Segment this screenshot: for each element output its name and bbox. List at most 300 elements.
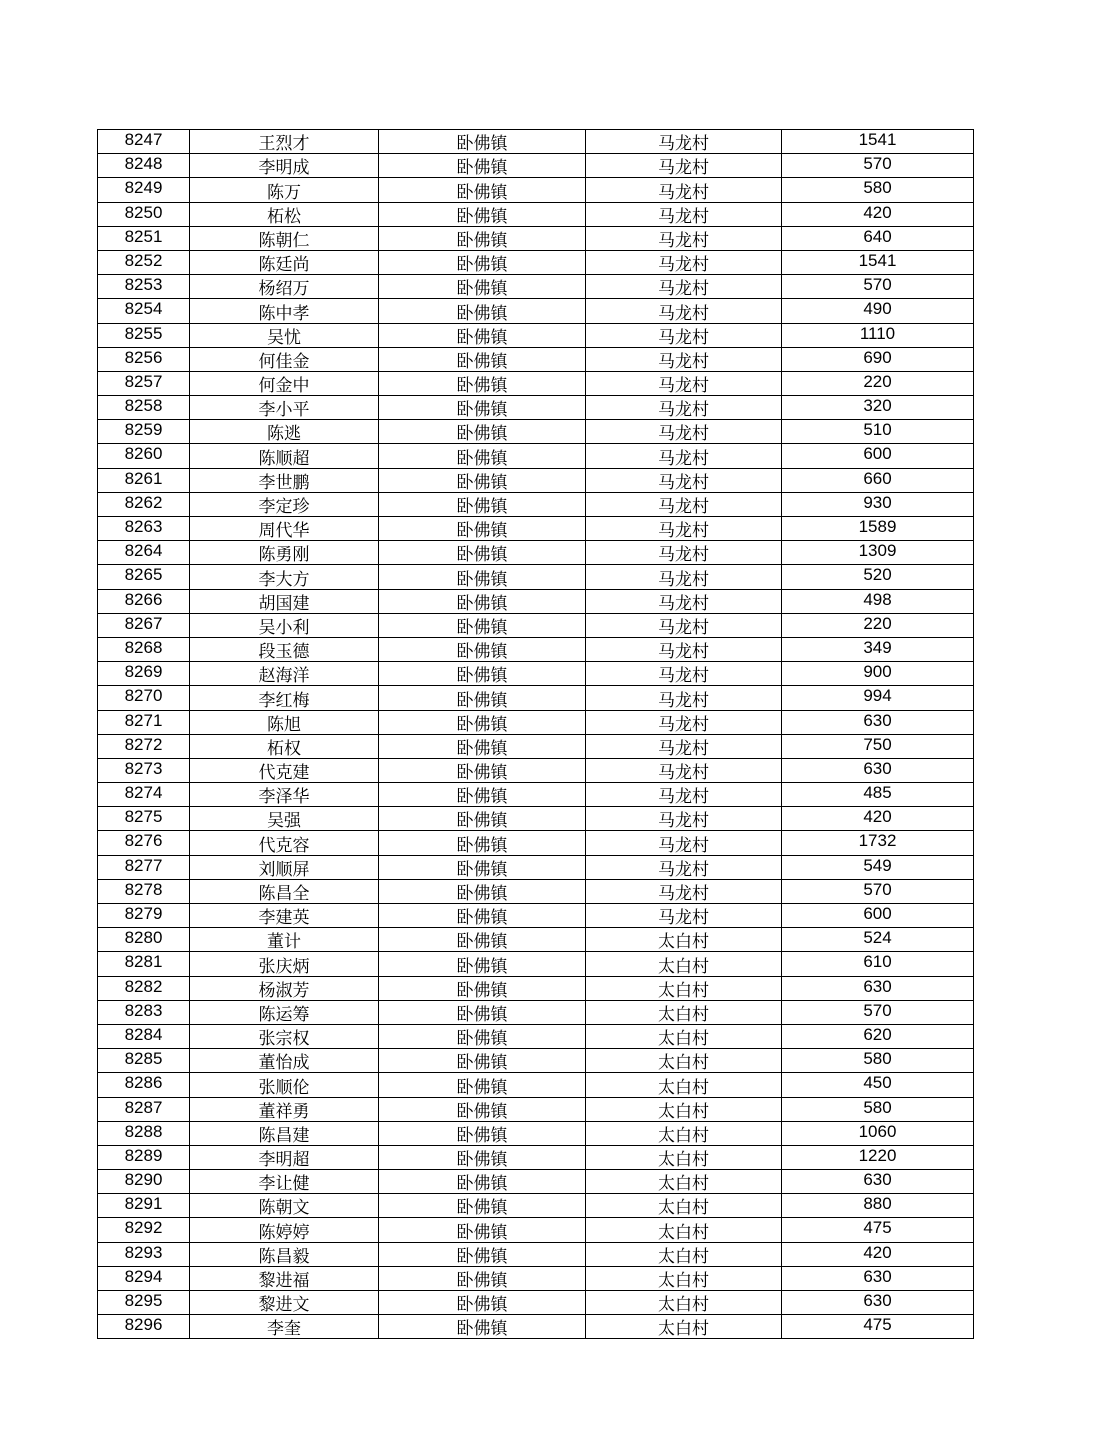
village-cell: 马龙村 — [586, 637, 782, 661]
id-cell: 8272 — [98, 734, 190, 758]
amount-cell: 1060 — [782, 1121, 974, 1145]
name-cell: 柘权 — [190, 734, 379, 758]
village-cell: 马龙村 — [586, 662, 782, 686]
table-row — [98, 250, 974, 274]
amount-cell: 750 — [782, 734, 974, 758]
amount-cell: 994 — [782, 686, 974, 710]
roster-table-body — [98, 130, 974, 1339]
name-cell: 陈昌毅 — [190, 1242, 379, 1266]
name-cell: 段玉德 — [190, 637, 379, 661]
amount-cell: 220 — [782, 371, 974, 395]
id-cell: 8258 — [98, 396, 190, 420]
amount-cell: 1110 — [782, 323, 974, 347]
name-cell: 陈昌全 — [190, 879, 379, 903]
name-cell: 陈婷婷 — [190, 1218, 379, 1242]
town-cell: 卧佛镇 — [379, 1000, 586, 1024]
amount-cell: 1589 — [782, 517, 974, 541]
id-cell: 8261 — [98, 468, 190, 492]
name-cell: 黎进文 — [190, 1291, 379, 1315]
table-row — [98, 565, 974, 589]
town-cell: 卧佛镇 — [379, 758, 586, 782]
name-cell: 李泽华 — [190, 783, 379, 807]
amount-cell: 620 — [782, 1024, 974, 1048]
town-cell: 卧佛镇 — [379, 1242, 586, 1266]
id-cell: 8291 — [98, 1194, 190, 1218]
table-row — [98, 396, 974, 420]
table-row — [98, 1049, 974, 1073]
village-cell: 太白村 — [586, 976, 782, 1000]
town-cell: 卧佛镇 — [379, 250, 586, 274]
name-cell: 代克建 — [190, 758, 379, 782]
table-row — [98, 637, 974, 661]
id-cell: 8267 — [98, 613, 190, 637]
village-cell: 马龙村 — [586, 323, 782, 347]
amount-cell: 549 — [782, 855, 974, 879]
id-cell: 8285 — [98, 1049, 190, 1073]
town-cell: 卧佛镇 — [379, 879, 586, 903]
village-cell: 太白村 — [586, 1242, 782, 1266]
town-cell: 卧佛镇 — [379, 154, 586, 178]
name-cell: 陈廷尚 — [190, 250, 379, 274]
table-row — [98, 1194, 974, 1218]
name-cell: 陈万 — [190, 178, 379, 202]
town-cell: 卧佛镇 — [379, 783, 586, 807]
town-cell: 卧佛镇 — [379, 589, 586, 613]
town-cell: 卧佛镇 — [379, 613, 586, 637]
town-cell: 卧佛镇 — [379, 275, 586, 299]
id-cell: 8268 — [98, 637, 190, 661]
town-cell: 卧佛镇 — [379, 517, 586, 541]
town-cell: 卧佛镇 — [379, 1194, 586, 1218]
table-row — [98, 1097, 974, 1121]
town-cell: 卧佛镇 — [379, 952, 586, 976]
amount-cell: 498 — [782, 589, 974, 613]
village-cell: 太白村 — [586, 1024, 782, 1048]
table-row — [98, 347, 974, 371]
amount-cell: 490 — [782, 299, 974, 323]
table-row — [98, 202, 974, 226]
id-cell: 8284 — [98, 1024, 190, 1048]
table-row — [98, 178, 974, 202]
village-cell: 马龙村 — [586, 783, 782, 807]
id-cell: 8289 — [98, 1145, 190, 1169]
amount-cell: 900 — [782, 662, 974, 686]
name-cell: 李小平 — [190, 396, 379, 420]
table-row — [98, 976, 974, 1000]
village-cell: 马龙村 — [586, 468, 782, 492]
table-row — [98, 783, 974, 807]
name-cell: 周代华 — [190, 517, 379, 541]
village-cell: 马龙村 — [586, 371, 782, 395]
town-cell: 卧佛镇 — [379, 710, 586, 734]
name-cell: 李明成 — [190, 154, 379, 178]
name-cell: 张庆炳 — [190, 952, 379, 976]
village-cell: 太白村 — [586, 1097, 782, 1121]
table-row — [98, 154, 974, 178]
town-cell: 卧佛镇 — [379, 468, 586, 492]
town-cell: 卧佛镇 — [379, 1121, 586, 1145]
village-cell: 马龙村 — [586, 275, 782, 299]
town-cell: 卧佛镇 — [379, 904, 586, 928]
amount-cell: 420 — [782, 202, 974, 226]
name-cell: 陈朝仁 — [190, 226, 379, 250]
id-cell: 8254 — [98, 299, 190, 323]
amount-cell: 580 — [782, 178, 974, 202]
table-row — [98, 275, 974, 299]
town-cell: 卧佛镇 — [379, 565, 586, 589]
id-cell: 8249 — [98, 178, 190, 202]
town-cell: 卧佛镇 — [379, 178, 586, 202]
amount-cell: 1309 — [782, 541, 974, 565]
name-cell: 陈昌建 — [190, 1121, 379, 1145]
village-cell: 马龙村 — [586, 420, 782, 444]
table-row — [98, 589, 974, 613]
town-cell: 卧佛镇 — [379, 928, 586, 952]
village-cell: 太白村 — [586, 1000, 782, 1024]
id-cell: 8279 — [98, 904, 190, 928]
town-cell: 卧佛镇 — [379, 226, 586, 250]
id-cell: 8287 — [98, 1097, 190, 1121]
table-row — [98, 1266, 974, 1290]
village-cell: 太白村 — [586, 1145, 782, 1169]
table-row — [98, 1315, 974, 1339]
village-cell: 马龙村 — [586, 613, 782, 637]
table-row — [98, 855, 974, 879]
town-cell: 卧佛镇 — [379, 347, 586, 371]
amount-cell: 475 — [782, 1315, 974, 1339]
id-cell: 8295 — [98, 1291, 190, 1315]
table-row — [98, 613, 974, 637]
town-cell: 卧佛镇 — [379, 637, 586, 661]
id-cell: 8271 — [98, 710, 190, 734]
id-cell: 8294 — [98, 1266, 190, 1290]
table-row — [98, 879, 974, 903]
village-cell: 太白村 — [586, 952, 782, 976]
id-cell: 8251 — [98, 226, 190, 250]
id-cell: 8253 — [98, 275, 190, 299]
village-cell: 马龙村 — [586, 517, 782, 541]
village-cell: 太白村 — [586, 1291, 782, 1315]
table-row — [98, 492, 974, 516]
name-cell: 吴忧 — [190, 323, 379, 347]
name-cell: 李定珍 — [190, 492, 379, 516]
table-row — [98, 323, 974, 347]
village-cell: 马龙村 — [586, 855, 782, 879]
name-cell: 李世鹏 — [190, 468, 379, 492]
table-row — [98, 1170, 974, 1194]
village-cell: 马龙村 — [586, 831, 782, 855]
amount-cell: 610 — [782, 952, 974, 976]
table-row — [98, 444, 974, 468]
id-cell: 8260 — [98, 444, 190, 468]
id-cell: 8252 — [98, 250, 190, 274]
name-cell: 王烈才 — [190, 130, 379, 154]
amount-cell: 630 — [782, 976, 974, 1000]
id-cell: 8296 — [98, 1315, 190, 1339]
name-cell: 胡国建 — [190, 589, 379, 613]
village-cell: 太白村 — [586, 1218, 782, 1242]
town-cell: 卧佛镇 — [379, 1218, 586, 1242]
amount-cell: 600 — [782, 444, 974, 468]
id-cell: 8276 — [98, 831, 190, 855]
village-cell: 马龙村 — [586, 250, 782, 274]
table-row — [98, 686, 974, 710]
id-cell: 8250 — [98, 202, 190, 226]
town-cell: 卧佛镇 — [379, 444, 586, 468]
amount-cell: 580 — [782, 1049, 974, 1073]
table-row — [98, 952, 974, 976]
id-cell: 8255 — [98, 323, 190, 347]
id-cell: 8248 — [98, 154, 190, 178]
amount-cell: 630 — [782, 1291, 974, 1315]
village-cell: 马龙村 — [586, 710, 782, 734]
id-cell: 8270 — [98, 686, 190, 710]
id-cell: 8274 — [98, 783, 190, 807]
id-cell: 8286 — [98, 1073, 190, 1097]
name-cell: 董祥勇 — [190, 1097, 379, 1121]
town-cell: 卧佛镇 — [379, 1315, 586, 1339]
amount-cell: 880 — [782, 1194, 974, 1218]
table-row — [98, 1073, 974, 1097]
table-row — [98, 226, 974, 250]
name-cell: 董怡成 — [190, 1049, 379, 1073]
town-cell: 卧佛镇 — [379, 371, 586, 395]
name-cell: 何金中 — [190, 371, 379, 395]
amount-cell: 640 — [782, 226, 974, 250]
roster-table — [97, 129, 974, 1339]
name-cell: 李大方 — [190, 565, 379, 589]
table-row — [98, 1024, 974, 1048]
id-cell: 8293 — [98, 1242, 190, 1266]
name-cell: 陈逃 — [190, 420, 379, 444]
amount-cell: 1541 — [782, 130, 974, 154]
table-row — [98, 904, 974, 928]
town-cell: 卧佛镇 — [379, 1145, 586, 1169]
town-cell: 卧佛镇 — [379, 807, 586, 831]
town-cell: 卧佛镇 — [379, 396, 586, 420]
town-cell: 卧佛镇 — [379, 130, 586, 154]
village-cell: 马龙村 — [586, 226, 782, 250]
amount-cell: 450 — [782, 1073, 974, 1097]
name-cell: 何佳金 — [190, 347, 379, 371]
table-row — [98, 1145, 974, 1169]
village-cell: 马龙村 — [586, 178, 782, 202]
town-cell: 卧佛镇 — [379, 686, 586, 710]
id-cell: 8259 — [98, 420, 190, 444]
amount-cell: 580 — [782, 1097, 974, 1121]
amount-cell: 570 — [782, 879, 974, 903]
table-row — [98, 371, 974, 395]
town-cell: 卧佛镇 — [379, 323, 586, 347]
amount-cell: 630 — [782, 1170, 974, 1194]
amount-cell: 420 — [782, 807, 974, 831]
id-cell: 8257 — [98, 371, 190, 395]
id-cell: 8264 — [98, 541, 190, 565]
village-cell: 马龙村 — [586, 686, 782, 710]
village-cell: 太白村 — [586, 1194, 782, 1218]
table-row — [98, 831, 974, 855]
name-cell: 陈朝文 — [190, 1194, 379, 1218]
amount-cell: 600 — [782, 904, 974, 928]
name-cell: 吴小利 — [190, 613, 379, 637]
amount-cell: 570 — [782, 154, 974, 178]
id-cell: 8275 — [98, 807, 190, 831]
id-cell: 8256 — [98, 347, 190, 371]
amount-cell: 630 — [782, 758, 974, 782]
id-cell: 8288 — [98, 1121, 190, 1145]
table-row — [98, 928, 974, 952]
amount-cell: 320 — [782, 396, 974, 420]
amount-cell: 349 — [782, 637, 974, 661]
amount-cell: 1220 — [782, 1145, 974, 1169]
village-cell: 马龙村 — [586, 492, 782, 516]
table-row — [98, 1242, 974, 1266]
village-cell: 太白村 — [586, 1049, 782, 1073]
town-cell: 卧佛镇 — [379, 662, 586, 686]
amount-cell: 510 — [782, 420, 974, 444]
town-cell: 卧佛镇 — [379, 1073, 586, 1097]
id-cell: 8269 — [98, 662, 190, 686]
name-cell: 赵海洋 — [190, 662, 379, 686]
name-cell: 陈旭 — [190, 710, 379, 734]
amount-cell: 524 — [782, 928, 974, 952]
village-cell: 马龙村 — [586, 758, 782, 782]
amount-cell: 660 — [782, 468, 974, 492]
village-cell: 马龙村 — [586, 879, 782, 903]
name-cell: 陈运筹 — [190, 1000, 379, 1024]
village-cell: 太白村 — [586, 1266, 782, 1290]
town-cell: 卧佛镇 — [379, 976, 586, 1000]
amount-cell: 520 — [782, 565, 974, 589]
id-cell: 8277 — [98, 855, 190, 879]
amount-cell: 485 — [782, 783, 974, 807]
town-cell: 卧佛镇 — [379, 734, 586, 758]
name-cell: 柘松 — [190, 202, 379, 226]
town-cell: 卧佛镇 — [379, 855, 586, 879]
amount-cell: 570 — [782, 1000, 974, 1024]
table-row — [98, 541, 974, 565]
village-cell: 马龙村 — [586, 202, 782, 226]
name-cell: 李奎 — [190, 1315, 379, 1339]
table-row — [98, 1291, 974, 1315]
table-row — [98, 1218, 974, 1242]
name-cell: 李让健 — [190, 1170, 379, 1194]
village-cell: 马龙村 — [586, 299, 782, 323]
amount-cell: 475 — [782, 1218, 974, 1242]
name-cell: 杨淑芳 — [190, 976, 379, 1000]
village-cell: 太白村 — [586, 1315, 782, 1339]
table-row — [98, 130, 974, 154]
name-cell: 代克容 — [190, 831, 379, 855]
id-cell: 8265 — [98, 565, 190, 589]
table-row — [98, 710, 974, 734]
village-cell: 马龙村 — [586, 807, 782, 831]
table-row — [98, 1000, 974, 1024]
name-cell: 陈勇刚 — [190, 541, 379, 565]
name-cell: 陈中孝 — [190, 299, 379, 323]
village-cell: 马龙村 — [586, 734, 782, 758]
town-cell: 卧佛镇 — [379, 1266, 586, 1290]
town-cell: 卧佛镇 — [379, 1024, 586, 1048]
id-cell: 8266 — [98, 589, 190, 613]
table-row — [98, 517, 974, 541]
town-cell: 卧佛镇 — [379, 420, 586, 444]
town-cell: 卧佛镇 — [379, 541, 586, 565]
village-cell: 马龙村 — [586, 396, 782, 420]
name-cell: 刘顺屏 — [190, 855, 379, 879]
id-cell: 8292 — [98, 1218, 190, 1242]
name-cell: 张顺伦 — [190, 1073, 379, 1097]
table-row — [98, 1121, 974, 1145]
amount-cell: 1541 — [782, 250, 974, 274]
town-cell: 卧佛镇 — [379, 1097, 586, 1121]
id-cell: 8290 — [98, 1170, 190, 1194]
town-cell: 卧佛镇 — [379, 1170, 586, 1194]
village-cell: 太白村 — [586, 1170, 782, 1194]
village-cell: 马龙村 — [586, 444, 782, 468]
id-cell: 8281 — [98, 952, 190, 976]
amount-cell: 1732 — [782, 831, 974, 855]
name-cell: 张宗权 — [190, 1024, 379, 1048]
amount-cell: 570 — [782, 275, 974, 299]
village-cell: 马龙村 — [586, 904, 782, 928]
town-cell: 卧佛镇 — [379, 1291, 586, 1315]
id-cell: 8283 — [98, 1000, 190, 1024]
village-cell: 马龙村 — [586, 154, 782, 178]
town-cell: 卧佛镇 — [379, 492, 586, 516]
id-cell: 8262 — [98, 492, 190, 516]
table-row — [98, 807, 974, 831]
amount-cell: 930 — [782, 492, 974, 516]
id-cell: 8263 — [98, 517, 190, 541]
name-cell: 黎进福 — [190, 1266, 379, 1290]
town-cell: 卧佛镇 — [379, 202, 586, 226]
amount-cell: 220 — [782, 613, 974, 637]
id-cell: 8280 — [98, 928, 190, 952]
town-cell: 卧佛镇 — [379, 1049, 586, 1073]
village-cell: 马龙村 — [586, 565, 782, 589]
name-cell: 李红梅 — [190, 686, 379, 710]
table-row — [98, 758, 974, 782]
table-row — [98, 468, 974, 492]
village-cell: 太白村 — [586, 928, 782, 952]
village-cell: 太白村 — [586, 1121, 782, 1145]
name-cell: 李建英 — [190, 904, 379, 928]
id-cell: 8273 — [98, 758, 190, 782]
id-cell: 8282 — [98, 976, 190, 1000]
amount-cell: 630 — [782, 710, 974, 734]
name-cell: 吴强 — [190, 807, 379, 831]
name-cell: 李明超 — [190, 1145, 379, 1169]
village-cell: 太白村 — [586, 1073, 782, 1097]
amount-cell: 420 — [782, 1242, 974, 1266]
name-cell: 杨绍万 — [190, 275, 379, 299]
table-row — [98, 420, 974, 444]
village-cell: 马龙村 — [586, 541, 782, 565]
table-row — [98, 299, 974, 323]
town-cell: 卧佛镇 — [379, 299, 586, 323]
town-cell: 卧佛镇 — [379, 831, 586, 855]
name-cell: 陈顺超 — [190, 444, 379, 468]
table-row — [98, 734, 974, 758]
amount-cell: 630 — [782, 1266, 974, 1290]
village-cell: 马龙村 — [586, 347, 782, 371]
id-cell: 8247 — [98, 130, 190, 154]
amount-cell: 690 — [782, 347, 974, 371]
name-cell: 董计 — [190, 928, 379, 952]
id-cell: 8278 — [98, 879, 190, 903]
village-cell: 马龙村 — [586, 130, 782, 154]
